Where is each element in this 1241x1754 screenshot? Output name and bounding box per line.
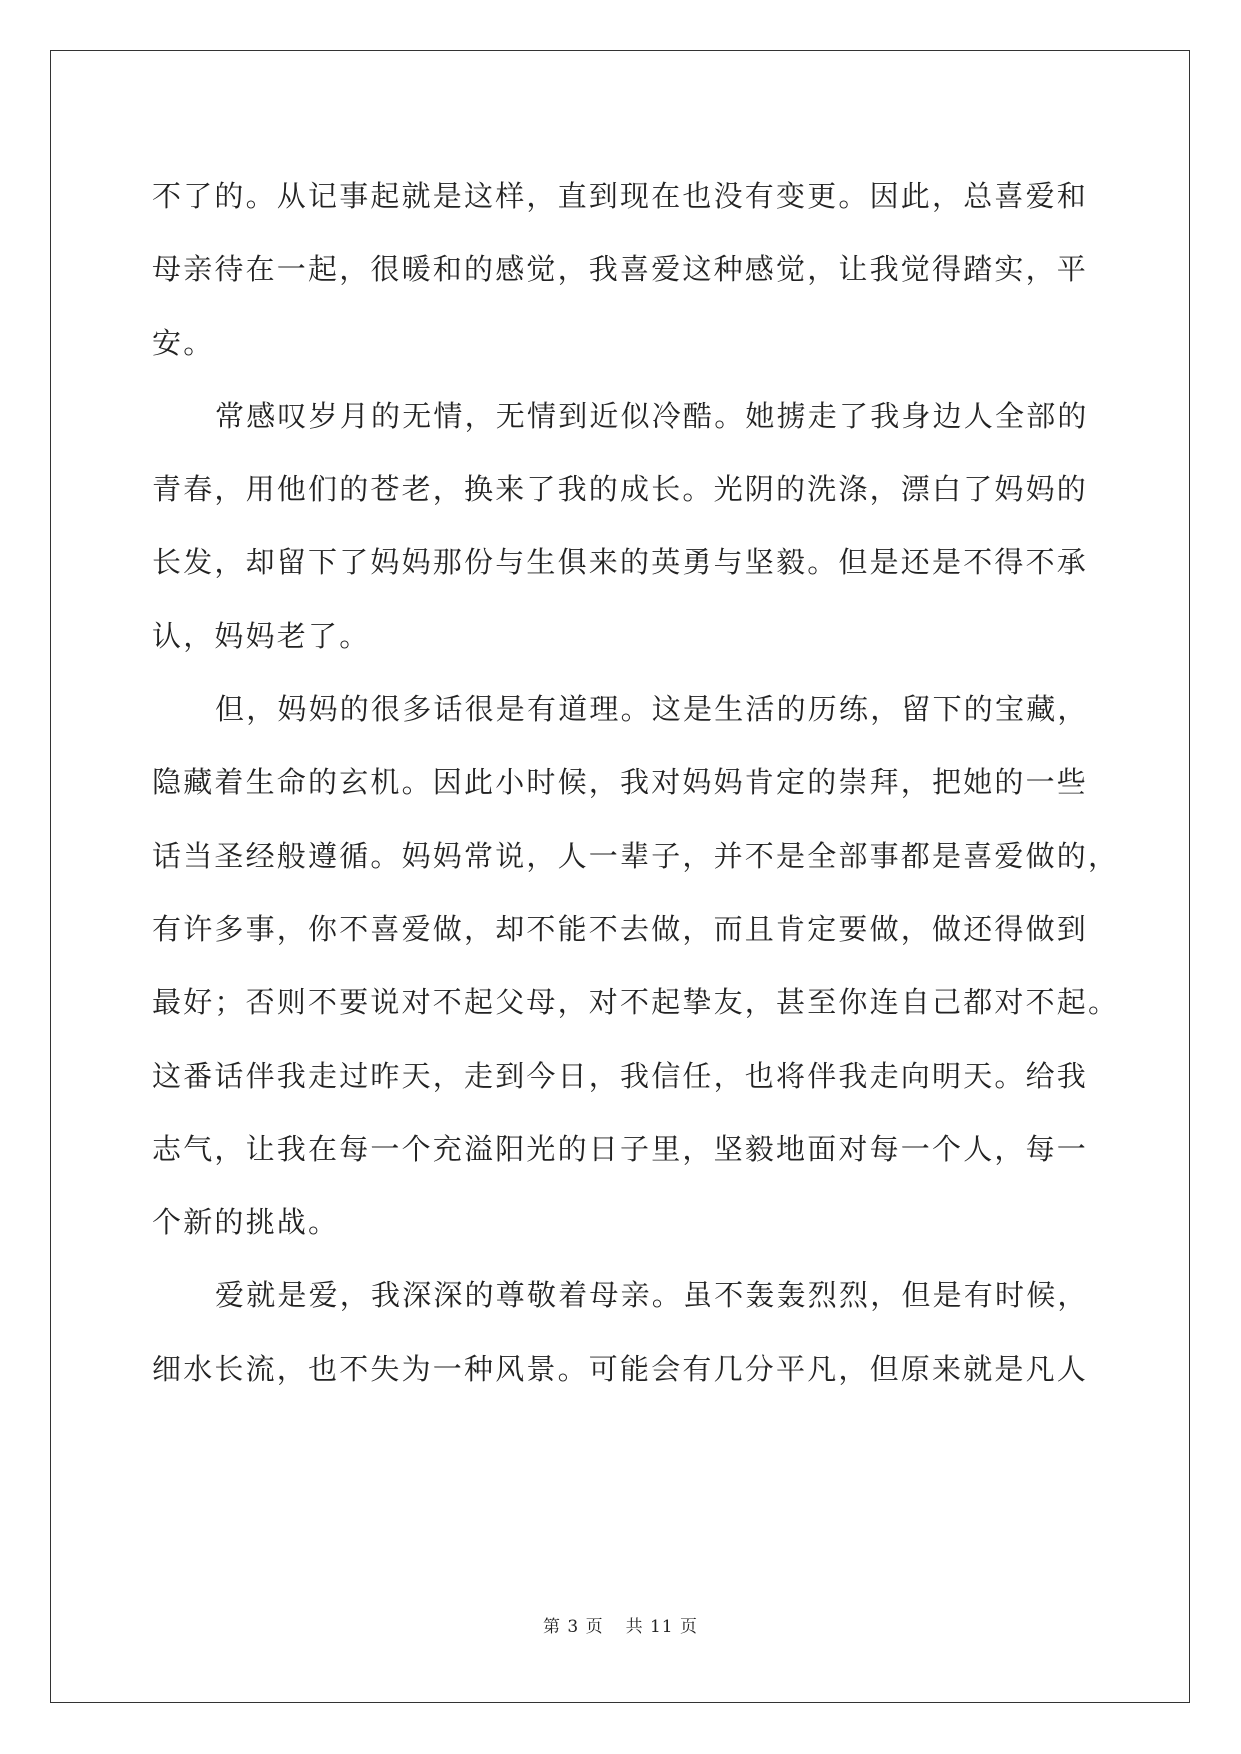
paragraph-start-line: 但，妈妈的很多话很是有道理。这是生活的历练，留下的宝藏，	[215, 692, 1089, 727]
text-line: 这番话伴我走过昨天，走到今日，我信任，也将伴我走向明天。给我	[152, 1058, 1089, 1093]
text-line: 安。	[152, 325, 215, 360]
page-number: 第 3 页	[542, 1617, 604, 1637]
text-line: 最好；否则不要说对不起父母，对不起挚友，甚至你连自己都对不起。	[152, 985, 1120, 1020]
text-line: 青春，用他们的苍老，换来了我的成长。光阴的洗涤，漂白了妈妈的	[152, 472, 1089, 507]
text-line: 话当圣经般遵循。妈妈常说，人一辈子，并不是全部事都是喜爱做的，	[152, 838, 1120, 873]
text-line: 认，妈妈老了。	[152, 618, 371, 653]
text-line: 细水长流，也不失为一种风景。可能会有几分平凡，但原来就是凡人	[152, 1351, 1089, 1386]
page-total: 共 11 页	[625, 1617, 699, 1637]
page-footer	[0, 1612, 1241, 1637]
text-line: 志气，让我在每一个充溢阳光的日子里，坚毅地面对每一个人，每一	[152, 1131, 1089, 1166]
text-line: 母亲待在一起，很暖和的感觉，我喜爱这种感觉，让我觉得踏实，平	[152, 252, 1089, 287]
text-line: 长发，却留下了妈妈那份与生俱来的英勇与坚毅。但是还是不得不承	[152, 545, 1089, 580]
document-body	[152, 160, 1120, 1406]
text-line: 个新的挑战。	[152, 1205, 340, 1240]
paragraph-start-line: 常感叹岁月的无情，无情到近似冷酷。她掳走了我身边人全部的	[215, 398, 1089, 433]
text-line: 不了的。从记事起就是这样，直到现在也没有变更。因此，总喜爱和	[152, 179, 1089, 213]
text-line: 有许多事，你不喜爱做，却不能不去做，而且肯定要做，做还得做到	[152, 911, 1089, 946]
paragraph-start-line: 爱就是爱，我深深的尊敬着母亲。虽不轰轰烈烈，但是有时候，	[215, 1278, 1089, 1313]
text-line: 隐藏着生命的玄机。因此小时候，我对妈妈肯定的崇拜，把她的一些	[152, 765, 1089, 800]
